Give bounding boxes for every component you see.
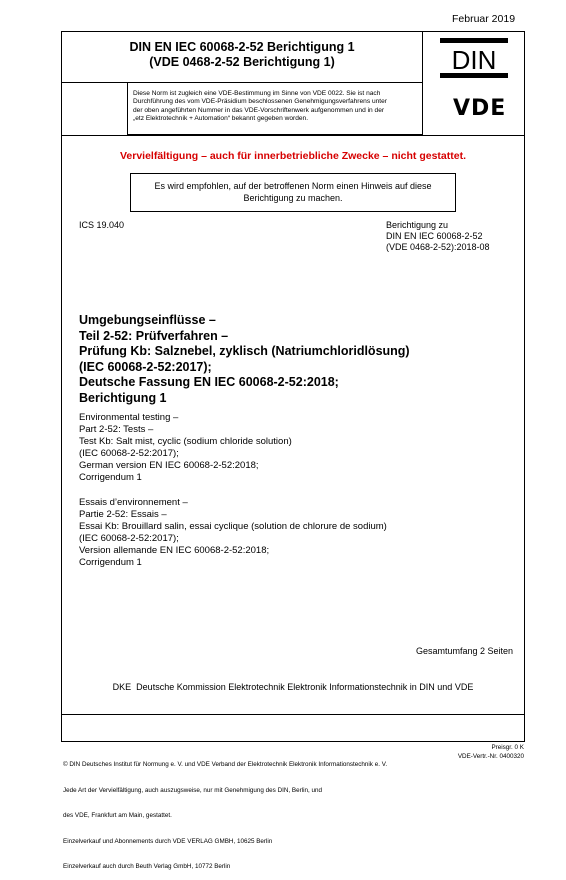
info-line: Diese Norm ist zugleich eine VDE-Bestimmung im Sinne von VDE 0022. Sie ist nach bbox=[133, 90, 381, 97]
title-box bbox=[61, 31, 423, 83]
copyright-line: des VDE, Frankfurt am Main, gestattet. bbox=[63, 812, 172, 819]
footer-divider bbox=[61, 714, 525, 715]
vde-logo: VDE bbox=[453, 96, 507, 121]
price-info bbox=[430, 744, 524, 761]
english-title-line: (IEC 60068-2-52:2017); bbox=[79, 448, 179, 459]
document-title-line2: (VDE 0468-2-52 Berichtigung 1) bbox=[149, 55, 335, 69]
english-title-line: Environmental testing – bbox=[79, 412, 179, 423]
total-pages: Gesamtumfang 2 Seiten bbox=[416, 646, 514, 656]
correction-ref-line: (VDE 0468-2-52):2018-08 bbox=[386, 242, 490, 252]
german-title-line: Umgebungseinflüsse – bbox=[79, 313, 216, 327]
correction-ref-line: Berichtigung zu bbox=[386, 220, 449, 230]
price-group: Preisgr. 0 K bbox=[491, 744, 524, 751]
french-title-line: Partie 2-52: Essais – bbox=[79, 509, 167, 520]
copyright-line: Einzelverkauf und Abonnements durch VDE VERLAG GMBH, 10625 Berlin bbox=[63, 837, 273, 845]
document-title-line1: DIN EN IEC 60068-2-52 Berichtigung 1 bbox=[129, 40, 355, 54]
notice-line: Berichtigung zu machen. bbox=[243, 193, 343, 203]
dke-statement: DKE Deutsche Kommission Elektrotechnik Elektronik Informationstechnik in DIN und VDE bbox=[112, 682, 474, 692]
publication-date: Februar 2019 bbox=[452, 13, 516, 25]
french-title-line: Essai Kb: Brouillard salin, essai cyclique (solution de chlorure de sodium) bbox=[79, 521, 387, 532]
info-line: Durchführung des vom VDE-Präsidium beschlossenen Genehmigungsverfahrens unter bbox=[133, 98, 387, 106]
french-title-line: Corrigendum 1 bbox=[79, 557, 142, 568]
correction-reference bbox=[386, 220, 490, 253]
info-line: „etz Elektrotechnik + Automation“ bekannt gegeben worden. bbox=[133, 115, 309, 123]
german-title-line: Teil 2-52: Prüfverfahren – bbox=[79, 328, 229, 343]
english-title-line: Part 2-52: Tests – bbox=[79, 424, 154, 435]
vde-order-number: VDE-Vertr.-Nr. 0400320 bbox=[457, 752, 524, 760]
french-title-line: Version allemande EN IEC 60068-2-52:2018; bbox=[79, 545, 270, 556]
copyright-notice bbox=[63, 744, 443, 880]
din-logo bbox=[440, 38, 508, 78]
notice-line: Es wird empfohlen, auf der betroffenen Norm einen Hinweis auf diese bbox=[154, 181, 432, 191]
copyright-line: Jede Art der Vervielfältigung, auch auszugsweise, nur mit Genehmigung des DIN, Berlin, und bbox=[63, 786, 323, 794]
french-title bbox=[79, 497, 387, 569]
notice-text bbox=[130, 180, 456, 204]
french-title-line: (IEC 60068-2-52:2017); bbox=[79, 533, 179, 544]
german-title-line: Berichtigung 1 bbox=[79, 390, 167, 405]
copyright-line: © DIN Deutsches Institut für Normung e. V. und VDE Verband der Elektrotechnik Elektronik Informationstechnik e. V. bbox=[63, 761, 388, 768]
english-title bbox=[79, 412, 292, 484]
reproduction-warning: Vervielfältigung – auch für innerbetriebliche Zwecke – nicht gestattet. bbox=[119, 150, 466, 162]
header-divider bbox=[61, 135, 525, 136]
ics-code: ICS 19.040 bbox=[79, 220, 125, 230]
german-title-line: Deutsche Fassung EN IEC 60068-2-52:2018; bbox=[79, 375, 339, 389]
vde-info-text bbox=[133, 90, 421, 124]
english-title-line: Test Kb: Salt mist, cyclic (sodium chloride solution) bbox=[79, 436, 292, 447]
english-title-line: Corrigendum 1 bbox=[79, 472, 142, 483]
info-line: der oben angeführten Nummer in das VDE-Vorschriftenwerk aufgenommen und in der bbox=[133, 106, 385, 114]
german-title-line: (IEC 60068-2-52:2017); bbox=[79, 359, 212, 374]
din-logo-text: DIN bbox=[451, 45, 497, 75]
english-title-line: German version EN IEC 60068-2-52:2018; bbox=[79, 460, 259, 471]
french-title-line: Essais d’environnement – bbox=[79, 497, 188, 508]
german-title-line: Prüfung Kb: Salznebel, zyklisch (Natriumchloridlösung) bbox=[79, 344, 410, 358]
german-title bbox=[79, 313, 410, 406]
copyright-line: Einzelverkauf auch durch Beuth Verlag GmbH, 10772 Berlin bbox=[63, 863, 231, 870]
correction-ref-line: DIN EN IEC 60068-2-52 bbox=[386, 231, 483, 241]
